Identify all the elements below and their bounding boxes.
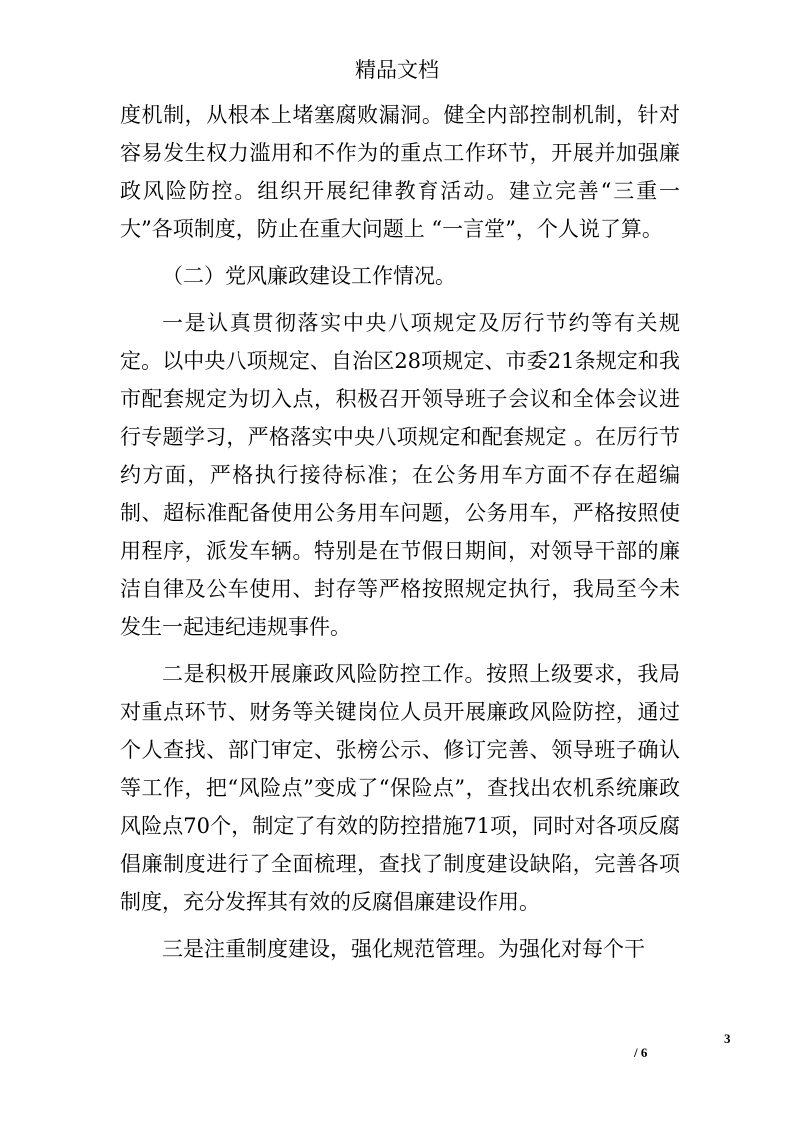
document-body	[120, 96, 680, 977]
section-heading: （二）党风廉政建设工作情况。	[162, 264, 456, 288]
paragraph-third-point: 三是注重制度建设，强化规范管理。为强化对每个干	[162, 937, 645, 961]
paragraph-continuation: 度机制，从根本上堵塞腐败漏洞。健全内部控制机制，针对容易发生权力滥用和不作为的重点工作环节，开展并加强廉政风险防控。组织开展纪律教育活动。建立完善“三重一大”各项制度，防止在重大问题上 “一言堂”，个人说了算。	[120, 103, 680, 241]
document-header-title: 精品文档	[355, 58, 439, 82]
paragraph-first-point: 一是认真贯彻落实中央八项规定及厉行节约等有关规定。以中央八项规定、自治区28项规定、市委21条规定和我市配套规定为切入点，积极召开领导班子会议和全体会议进行专题学习，严格落实中央八项规定和配套规定 。在厉行节约方面，严格执行接待标准；在公务用车方面不存在超编制、超标准配备使用公务用车问题，公务用车，严格按照使用程序，派发车辆。特别是在节假日期间，对领导干部的廉洁自律及公车使用、封存等严格按照规定执行，我局至今未发生一起违纪违规事件。	[120, 311, 680, 639]
page-total: / 6	[634, 1045, 648, 1060]
page-number: 3	[724, 1031, 731, 1046]
paragraph-second-point: 二是积极开展廉政风险防控工作。按照上级要求，我局对重点环节、财务等关键岗位人员开展廉政风险防控，通过个人查找、部门审定、张榜公示、修订完善、领导班子确认等工作，把“风险点”变成了“保险点”，查找出农机系统廉政风险点70个，制定了有效的防控措施71项，同时对各项反腐倡廉制度进行了全面梳理，查找了制度建设缺陷，完善各项制度，充分发挥其有效的反腐倡廉建设作用。	[120, 662, 680, 914]
